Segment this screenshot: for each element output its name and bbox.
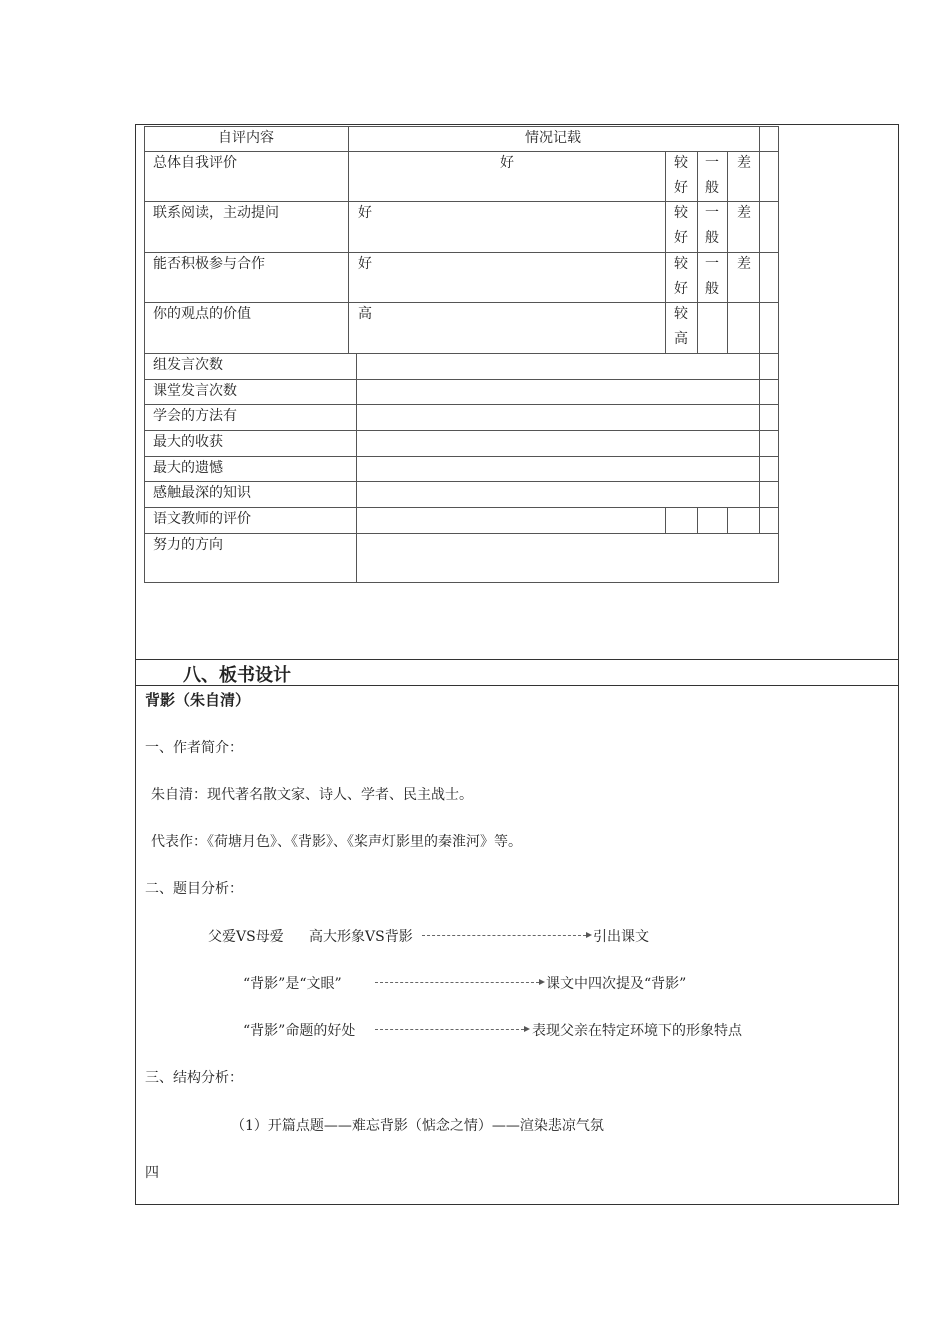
- grade-good: 好: [358, 256, 372, 272]
- arrow-icon: [375, 1029, 524, 1030]
- grade-fairly-good: 较好: [674, 155, 688, 196]
- representative-works: 代表作：《荷塘月色》、《背影》、《桨声灯影里的秦淮河》等。: [151, 834, 522, 850]
- header-record: 情况记载: [525, 130, 581, 146]
- grade-poor: 差: [737, 155, 751, 171]
- arrow-icon: [422, 935, 586, 936]
- grade-average: 一般: [705, 205, 719, 246]
- row-class-speaking: 课堂发言次数: [153, 383, 237, 399]
- grade-fairly-high: 较高: [674, 306, 688, 347]
- section-divider-top: [135, 659, 899, 660]
- section-heading: 八、板书设计: [183, 665, 291, 686]
- structure-point: （1）开篇点题——难忘背影（惦念之情）——渲染悲凉气氛: [231, 1118, 604, 1134]
- header-self-eval: 自评内容: [218, 130, 274, 146]
- row-item: 总体自我评价: [153, 155, 237, 171]
- row-effort-direction: 努力的方向: [153, 537, 223, 553]
- row-item: 联系阅读，主动提问: [153, 205, 279, 221]
- compare-text: 父爱VS母爱: [208, 929, 284, 945]
- row-item: 你的观点的价值: [153, 306, 251, 322]
- part-heading: 二、题目分析：: [145, 881, 243, 897]
- arrow-target: 引出课文: [593, 929, 649, 945]
- part-heading: 一、作者简介：: [145, 740, 243, 756]
- grade-high: 高: [358, 306, 372, 322]
- grade-average: 一般: [705, 256, 719, 297]
- row-biggest-gain: 最大的收获: [153, 434, 223, 450]
- analysis-point: “背影”是“文眼”: [243, 976, 342, 992]
- board-title: 背影（朱自清）: [145, 691, 251, 709]
- part-heading: 三、结构分析：: [145, 1070, 243, 1086]
- arrow-icon: [375, 982, 539, 983]
- row-biggest-regret: 最大的遗憾: [153, 460, 223, 476]
- part-heading: 四: [145, 1165, 159, 1181]
- grade-average: 一般: [705, 155, 719, 196]
- grade-fairly-good: 较好: [674, 205, 688, 246]
- analysis-point: “背影”命题的好处: [243, 1023, 356, 1039]
- compare-text: 高大形象VS背影: [309, 929, 413, 945]
- row-methods-learned: 学会的方法有: [153, 408, 237, 424]
- grade-fairly-good: 较好: [674, 256, 688, 297]
- arrow-target: 表现父亲在特定环境下的形象特点: [532, 1023, 742, 1039]
- row-group-speaking: 组发言次数: [153, 357, 223, 373]
- grade-poor: 差: [737, 256, 751, 272]
- grade-good: 好: [358, 205, 372, 221]
- row-teacher-evaluation: 语文教师的评价: [153, 511, 251, 527]
- grade-good: 好: [500, 155, 514, 171]
- row-item: 能否积极参与合作: [153, 256, 265, 272]
- grade-poor: 差: [737, 205, 751, 221]
- author-intro: 朱自清：现代著名散文家、诗人、学者、民主战士。: [151, 787, 473, 803]
- arrow-target: 课文中四次提及“背影”: [546, 976, 687, 992]
- row-deepest-knowledge: 感触最深的知识: [153, 485, 251, 501]
